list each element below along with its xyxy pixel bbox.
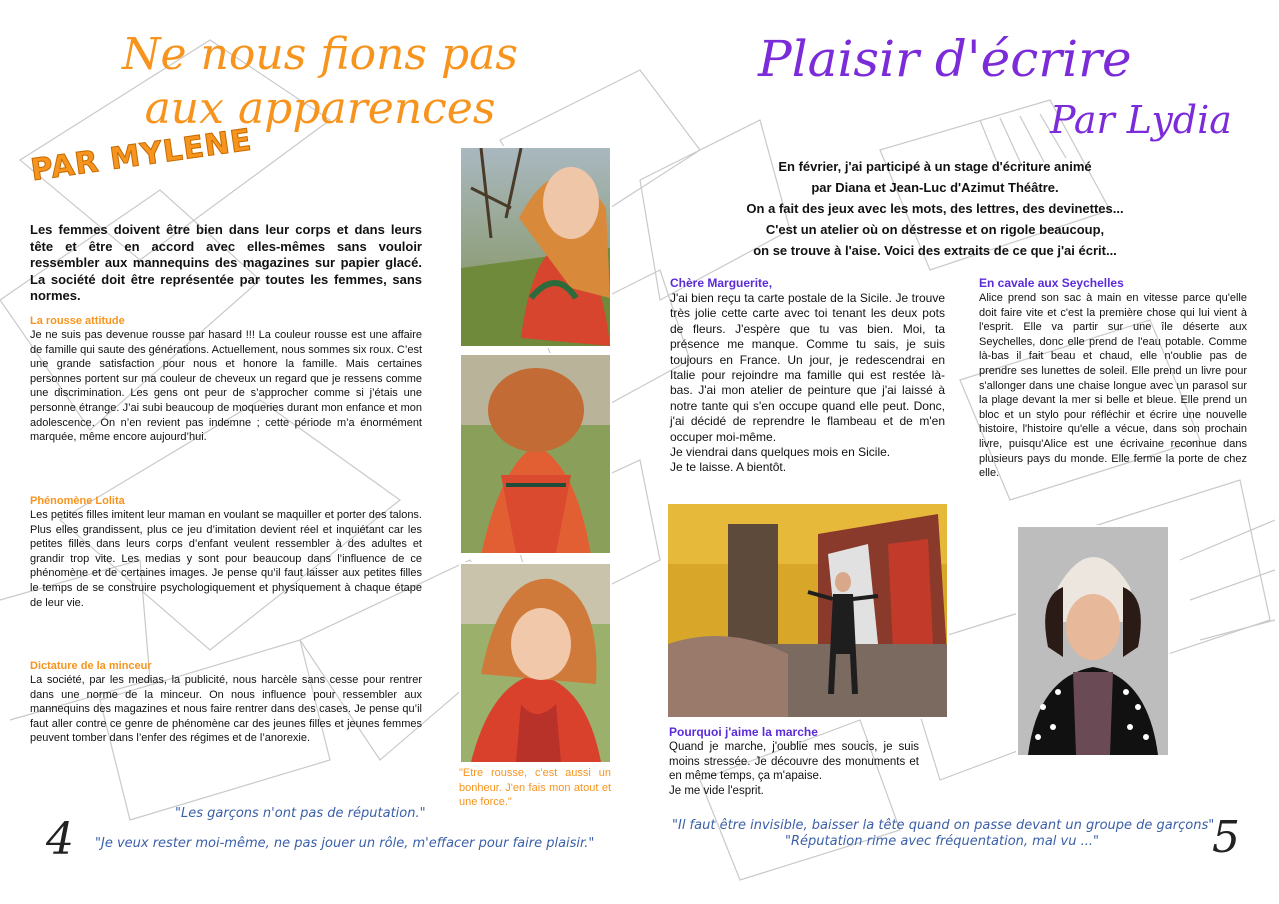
intro-line: on se trouve à l'aise. Voici des extraits de ce que j'ai écrit... (753, 243, 1117, 258)
intro-line: C'est un atelier où on déstresse et on rigole beaucoup, (765, 222, 1105, 237)
photo-lydia-portrait (1016, 525, 1170, 757)
section-rousse (30, 315, 422, 445)
section-heading: Dictature de la minceur (30, 660, 152, 672)
letter-text: J'ai bien reçu ta carte postale de la Sicile. Je trouve très jolie cette carte avec toi tenant les deux pots de fleurs. J'espère que tu vas bien. Moi, ta présence me manque. Comme tu sais, je suis toujours en France. Un jour, je redescendrai en Italie pour rejoindre ma famille qui est restée là-bas. J'ai mon atelier de peinture que j'ai laissé à notre tante qui s'en occupe quand elle peut. Donc, j'ai décidé de reprendre le flambeau et de m'en occuper moi-même. (670, 291, 945, 444)
title-line-1: Ne nous fions pas (122, 29, 518, 80)
section-minceur (30, 660, 422, 746)
right-page-title: Plaisir d'écrire (758, 30, 1132, 88)
intro-line: En février, j'ai participé à un stage d'écriture animé (778, 159, 1092, 174)
left-quote-1: "Les garçons n'ont pas de réputation." (175, 806, 426, 821)
intro-line: par Diana et Jean-Luc d'Azimut Théâtre. (811, 180, 1059, 195)
photo-redhead-laughing (459, 146, 612, 348)
letter-closing-1: Je viendrai dans quelques mois en Sicile. (670, 445, 891, 460)
letter-heading: Chère Marguerite, (670, 276, 773, 290)
right-quote-1: "Il faut être invisible, baisser la tête quand on passe devant un groupe de garçons" (672, 818, 1215, 833)
cavale-heading: En cavale aux Seychelles (979, 276, 1124, 290)
section-heading: Phénomène Lolita (30, 495, 125, 507)
photo-redhead-back (459, 353, 612, 555)
left-quote-2: "Je veux rester moi-même, ne pas jouer un rôle, m'effacer pour faire plaisir." (95, 836, 595, 851)
right-intro (700, 156, 1170, 261)
cavale-section (979, 276, 1247, 481)
left-intro: Les femmes doivent être bien dans leur corps et dans leurs tête et être en accord avec elles-mêmes sans vouloir ressembler aux mannequins des magazines sur papier glacé. La société doit être représentée par toutes les femmes, sans normes. (30, 222, 422, 303)
right-byline: Par Lydia (1050, 98, 1232, 142)
marche-text: Quand je marche, j'oublie mes soucis, je suis moins stressée. Je découvre des monuments et en même temps, ça m'apaise. (669, 741, 919, 783)
letter-closing-2: Je te laisse. A bientôt. (670, 460, 787, 475)
section-heading: La rousse attitude (30, 315, 125, 327)
page-number-left: 4 (46, 814, 74, 865)
marche-heading: Pourquoi j'aime la marche (669, 725, 818, 739)
intro-line: On a fait des jeux avec les mots, des lettres, des devinettes... (746, 201, 1124, 216)
photo-caption: "Etre rousse, c'est aussi un bonheur. J'en fais mon atout et une force." (459, 767, 611, 808)
cavale-text: Alice prend son sac à main en vitesse parce qu'elle doit faire vite et c'est la première chose qui lui vient à l'esprit. Elle va partir sur une île déserte aux Seychelles, donc elle prend de l'eau potable. Comme là-bas il fait beau et chaud, elle n'oublie pas de prendre ses lunettes de soleil. Elle prend un livre pour s'allonger dans une chaise longue avec un parasol sur la plage devant la mer si belle et bleue. Elle prend un bloc et un stylo pour réfléchir et écrire une nouvelle histoire, l'histoire qu'elle a vécue, dans son prochain livre, puisqu'Alice est une écrivaine reconnue dans plusieurs pays du monde. Elle ferme la porte de chez elle. (979, 292, 1247, 480)
marche-section (669, 725, 919, 798)
section-lolita (30, 495, 422, 610)
marche-closing: Je me vide l'esprit. (669, 784, 764, 797)
section-text: Les petites filles imitent leur maman en voulant se maquiller et porter des talons. Plus elles grandissent, plus ce jeu d’imitation devient réel et inquiétant car les petites filles dans leurs corps d’enfant veulent ressembler à des adultes et grandir trop vite. Les medias y sont pour beaucoup dans l’influence de ce phénomène et de certaines images. Je pense qu’il faut laisser aux petites filles le temps de se construire psychologiquement et physiquement à chaque étape de leur vie. (30, 509, 422, 609)
letter-section (670, 276, 945, 476)
left-byline: PAR MYLENE (28, 122, 255, 189)
left-page-title (110, 28, 530, 136)
right-quote-2: "Réputation rime avec fréquentation, mal vu ..." (785, 834, 1099, 849)
photo-redhead-smiling (459, 562, 612, 764)
section-text: Je ne suis pas devenue rousse par hasard !!! La couleur rousse est une affaire de famille qui saute des générations. Actuellement, nous sommes six roux. C’est une grande satisfaction pour nous et honore la famille. Mais certaines personnes portent sur ma couleur de cheveux un regard que je ressens comme une discrimination. Les gens ont peur de s’approcher comme si j’étais une personne étrange. J’ai subi beaucoup de moqueries durant mon enfance et mon adolescence. On n’en revient pas indemne ; cette période m’a énormément marquée, même encore aujourd’hui. (30, 329, 422, 444)
title-line-2: aux apparences (144, 83, 496, 134)
photo-graffiti-wall (666, 502, 949, 719)
page-number-right: 5 (1212, 812, 1240, 863)
section-text: La société, par les medias, la publicité, nous harcèle sans cesse pour rentrer dans une norme de la minceur. On nous influence pour ressembler aux mannequins des magazines et nous faire rentrer dans des cases. Je pense qu’il faut aller contre ce genre de phénomène car des jeunes filles et jeunes femmes peuvent tomber dans l’enfer des régimes et de l’anorexie. (30, 674, 422, 745)
